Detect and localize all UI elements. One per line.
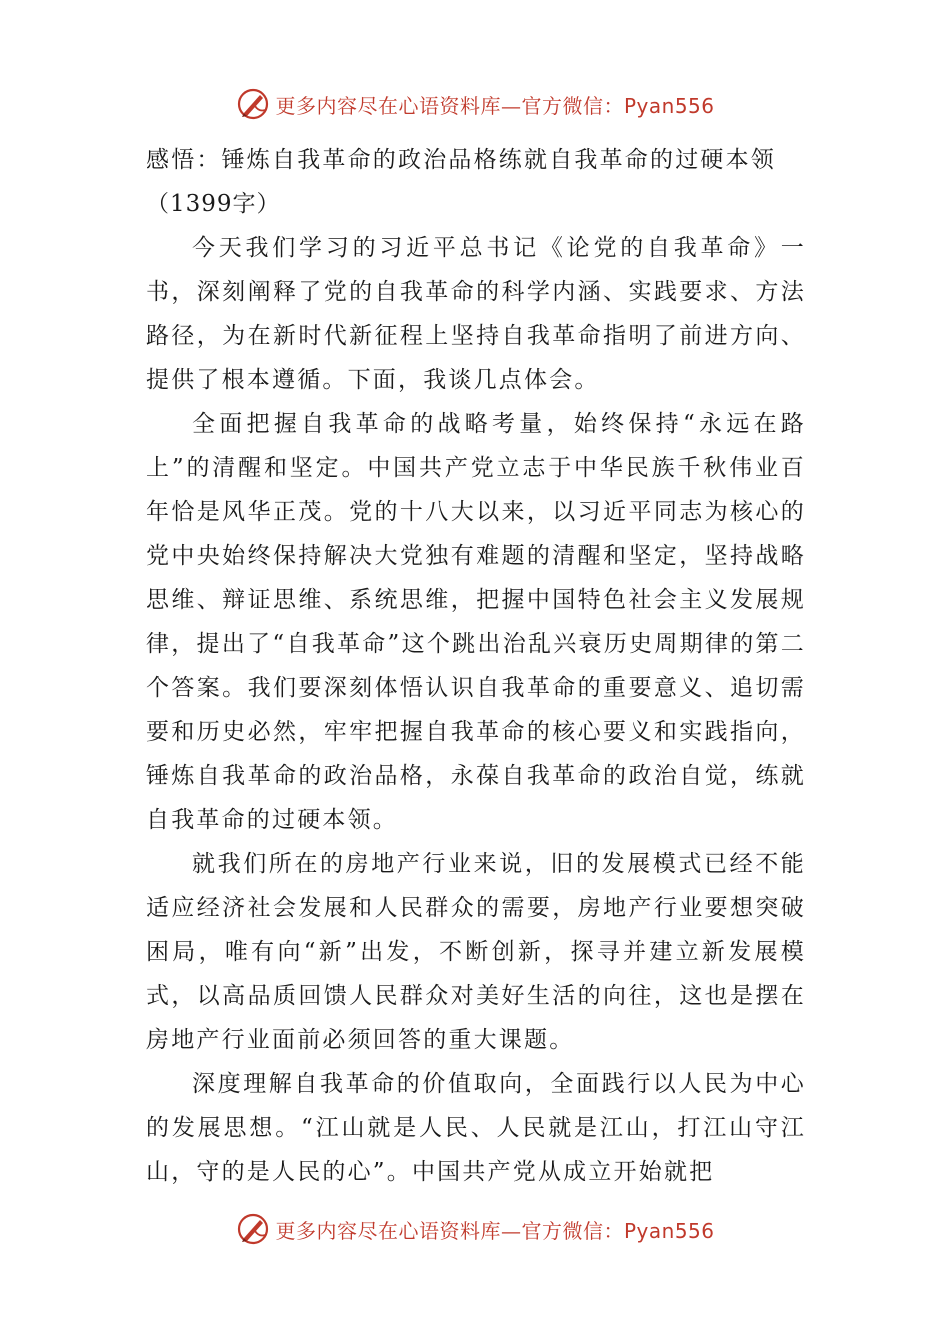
document-body bbox=[146, 138, 806, 1194]
header-banner bbox=[0, 84, 950, 124]
document-title bbox=[146, 138, 806, 226]
pen-logo-icon bbox=[235, 86, 271, 122]
pen-logo-icon bbox=[235, 1211, 271, 1247]
banner-text bbox=[275, 1215, 714, 1244]
banner-label: 更多内容尽在心语资料库—官方微信： bbox=[275, 93, 624, 118]
word-count: （1399字） bbox=[146, 191, 281, 217]
paragraph-4: 深度理解自我革命的价值取向，全面践行以人民为中心的发展思想。“江山就是人民、人民就是江山，打江山守江山，守的是人民的心”。中国共产党从成立开始就把 bbox=[146, 1071, 806, 1185]
paragraph-2: 全面把握自我革命的战略考量，始终保持“永远在路上”的清醒和坚定。中国共产党立志于中华民族千秋伟业百年恰是风华正茂。党的十八大以来，以习近平同志为核心的党中央始终保持解决大党独有难题的清醒和坚定，坚持战略思维、辩证思维、系统思维，把握中国特色社会主义发展规律，提出了“自我革命”这个跳出治乱兴衰历史周期律的第二个答案。我们要深刻体悟认识自我革命的重要意义、追切需要和历史必然，牢牢把握自我革命的核心要义和实践指向，锤炼自我革命的政治品格，永葆自我革命的政治自觉，练就自我革命的过硬本领。 bbox=[146, 411, 806, 833]
wechat-id: Pyan556 bbox=[623, 93, 715, 118]
wechat-id: Pyan556 bbox=[623, 1218, 715, 1243]
paragraph-1: 今天我们学习的习近平总书记《论党的自我革命》一书，深刻阐释了党的自我革命的科学内涵、实践要求、方法路径，为在新时代新征程上坚持自我革命指明了前进方向、提供了根本遵循。下面，我谈几点体会。 bbox=[146, 235, 806, 393]
paragraph-3: 就我们所在的房地产行业来说，旧的发展模式已经不能适应经济社会发展和人民群众的需要，房地产行业要想突破困局，唯有向“新”出发，不断创新，探寻并建立新发展模式，以高品质回馈人民群众对美好生活的向往，这也是摆在房地产行业面前必须回答的重大课题。 bbox=[146, 851, 806, 1053]
banner-text bbox=[275, 90, 714, 119]
footer-banner bbox=[0, 1209, 950, 1249]
banner-label: 更多内容尽在心语资料库—官方微信： bbox=[275, 1218, 624, 1243]
title-text: 感悟：锤炼自我革命的政治品格练就自我革命的过硬本领 bbox=[146, 147, 776, 173]
